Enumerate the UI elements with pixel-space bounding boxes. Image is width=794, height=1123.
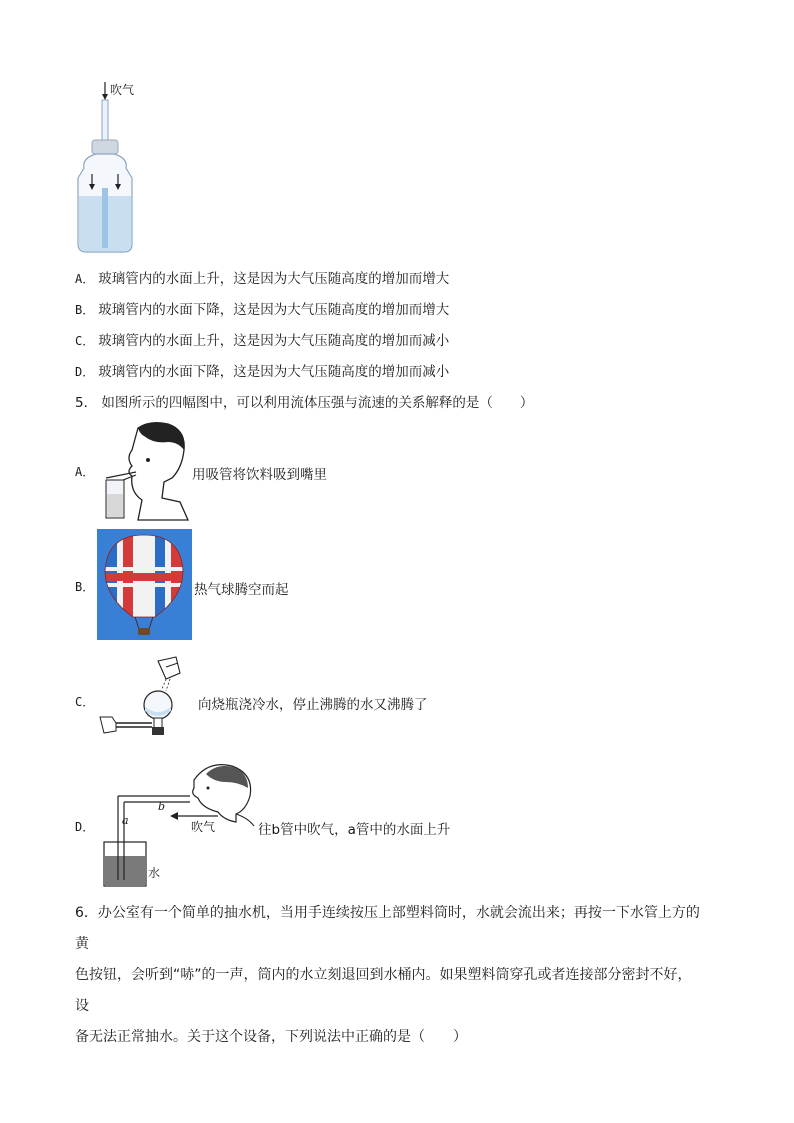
blow-label: 吹气 [110,83,135,97]
figure-bottle [70,78,150,258]
q6-line: 色按钮，会听到“哧”的一声，筒内的水立刻退回到水桶内。如果塑料筒穿孔或者连接部分密封不好，设 [75,967,692,1014]
label-water: 水 [148,866,161,880]
q6-line: 备无法正常抽水。关于这个设备，下列说法中正确的是（ ） [75,1029,467,1045]
figure-hot-air-balloon [97,529,192,640]
figure-flask-cold-water [96,655,196,745]
option-letter: A． [75,272,95,286]
option-text: 玻璃管内的水面上升，这是因为大气压随高度的增加而减小 [98,333,450,349]
label-blow: 吹气 [191,820,216,834]
option-text: 玻璃管内的水面上升，这是因为大气压随高度的增加而增大 [98,271,450,287]
label-b: b [158,800,166,813]
option-letter: C． [75,334,95,348]
q5-letter-b: B． [75,580,95,594]
option-b[interactable] [75,301,449,319]
option-letter: D． [75,365,95,379]
q5-caption-c: 向烧瓶浇冷水，停止沸腾的水又沸腾了 [198,697,428,713]
q5-letter-d: D． [75,820,95,834]
label-a: a [122,814,129,827]
q5-letter-c: C． [75,695,95,709]
q5-stem: 5． 如图所示的四幅图中，可以利用流体压强与流速的关系解释的是（ ） [75,395,534,411]
q5-caption-a: 用吸管将饮料吸到嘴里 [192,467,327,483]
q5-caption-b: 热气球腾空而起 [194,582,289,598]
option-a[interactable] [75,270,449,288]
option-text: 玻璃管内的水面下降，这是因为大气压随高度的增加而减小 [98,364,450,380]
option-text: 玻璃管内的水面下降，这是因为大气压随高度的增加而增大 [98,302,450,318]
option-letter: B． [75,303,95,317]
option-d[interactable] [75,363,449,381]
q6-line: 6．办公室有一个简单的抽水机，当用手连续按压上部塑料筒时，水就会流出来；再按一下水管上方的黄 [75,905,700,952]
figure-straw-drinking [98,420,190,522]
q5-letter-a: A． [75,465,95,479]
q6-paragraph [75,898,705,1053]
figure-blow-tube [98,760,263,890]
q5-caption-d: 往b管中吹气，a管中的水面上升 [258,822,451,838]
option-c[interactable] [75,332,449,350]
